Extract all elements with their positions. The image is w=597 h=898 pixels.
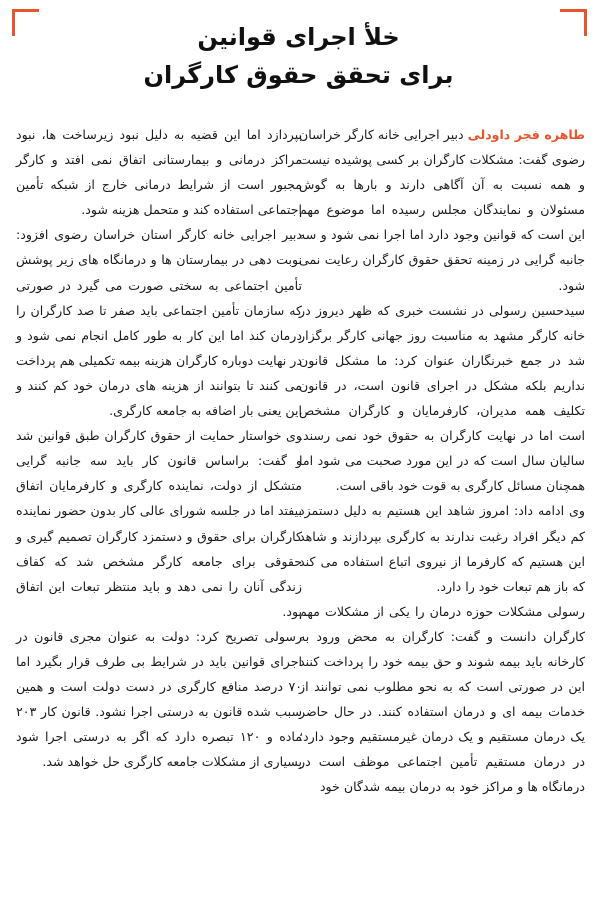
article-paragraph: رسولی تصریح کرد: دولت به عنوان مجری قانون در اجرای قوانین باید در شرایط بی طرف قرار بگیرد اما ۷۰ درصد منافع کارگری در دست دولت است و همین سبب شده قانون به درستی اجرا نشود. قانون کار ۲۰۳ ماده و ۱۲۰ تبصره دارد که اگر به درستی اجرا شود بسیاری از مشکلات جامعه کارگری حل خواهد شد. (16, 628, 302, 770)
article-paragraph: رسولی مشکلات حوزه درمان را یکی از مشکلات مهم کارگران دانست و گفت: کارگران به محض ورود به کارخانه باید بیمه شوند و حق بیمه خود را پرداخت کنند این در صورتی است که به نحو مطلوب نمی توانند از خدمات بیمه ای و درمان استفاده کنند. در حال حاضر یک درمان مستقیم و یک درمان غیرمستقیم وجود دارد؛ در درمان مستقیم تأمین اجتماعی موظف است در درمانگاه ها و مراکز خود به درمان بیمه شدگان خود (299, 603, 585, 795)
article-paragraph: بپردازد اما این قضیه به دلیل نبود زیرساخت ها، نبود مراکز درمانی و بیمارستانی اتفاق نمی افتد و کارگر مجبور است از شرایط درمانی خارج از شبکه تأمین اجتماعی استفاده کند و متحمل هزینه شود. (16, 127, 302, 218)
article-column-right (299, 122, 585, 800)
author-name: طاهره فجر داودلی (467, 127, 585, 142)
headline-line-1: خلأ اجرای قوانین (197, 23, 400, 51)
article-column-left (16, 122, 302, 774)
article-paragraph: وی ادامه داد: امروز شاهد این هستیم به دلیل دستمزد کم دیگر افراد رغبت ندارند به کارگری بپردازند و شاهد این هستیم که کارفرما از نیروی اتباع استفاده می کند که باز هم تبعات خود را دارد. (299, 503, 585, 594)
article-paragraph: سیدحسین رسولی در نشست خبری که ظهر دیروز در خانه کارگر مشهد به مناسبت روز جهانی کارگر برگزار شد در جمع خبرنگاران عنوان کرد: ما مشکل قانون نداریم بلکه مشکل در اجرای قانون است، در قانون تکلیف همه مدیران، کارفرمایان و کارگران مشخص است اما در نهایت کارگران به حقوق خود نمی رسند. سالیان سال است که در این مورد صحبت می شود اما همچنان مسائل کارگری به قوت خود باقی است. (299, 302, 585, 494)
article-paragraph: وی خواستار حمایت از حقوق کارگران طبق قوانین شد و گفت: براساس قانون کار باید سه جانبه گرایی متشکل از دولت، نماینده کارگری و کارفرمایان اتفاق بیفتد اما در جلسه شورای عالی کار بدون حضور نماینده کارگران برای حقوق و دستمزد کارگران تصمیم گیری و حقوقی برای جامعه کارگر مشخص شد که کفاف زندگی آنان را نمی دهد و باید منتظر تبعات این اتفاق بود. (16, 428, 302, 619)
headline-line-2: برای تحقق حقوق کارگران (143, 61, 454, 89)
corner-mark-top-left (12, 9, 39, 36)
paragraph-text: دبیر اجرایی خانه کارگر خراسان رضوی گفت: مشکلات کارگران بر کسی پوشیده نیست و همه نسبت به آن آگاهی دارند و بارها به گوش مسئولان و نمایندگان مجلس رسیده اما موضوع مهم این است که قوانین وجود دارد اما اجرا نمی شود و سه جانبه گرایی در زمینه تحقق حقوق کارگران رعایت نمی شود. (299, 127, 585, 293)
article-headline (40, 18, 557, 94)
article-paragraph: دبیر اجرایی خانه کارگر استان خراسان رضوی افزود: نوبت دهی در بیمارستان ها و درمانگاه های زیر پوشش تأمین اجتماعی به سختی صورت می گیرد در صورتی که سازمان تأمین اجتماعی باید صفر تا صد کارگران را درمان کند اما این کار به طور کامل انجام نمی شود و در نهایت دوباره کارگران هزینه بیمه تکمیلی هم پرداخت می کنند تا بتوانند از هزینه های درمان خود کم کنند و این یعنی بار اضافه به جامعه کارگری. (16, 227, 302, 419)
article-paragraph (299, 122, 585, 298)
corner-mark-top-right (560, 9, 587, 36)
